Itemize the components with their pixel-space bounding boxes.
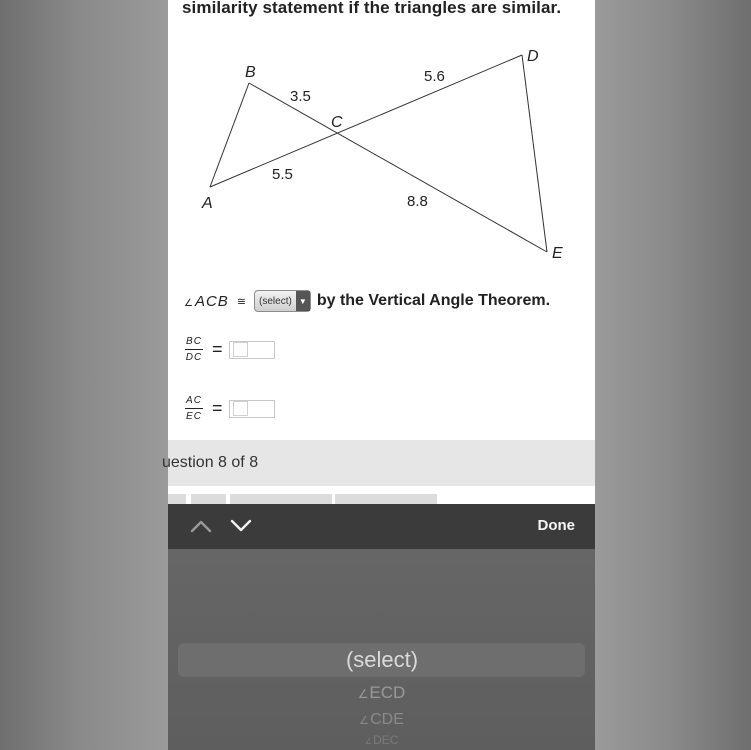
question-current: 8 <box>218 454 227 471</box>
input-placeholder-icon <box>233 342 248 357</box>
length-label-CE: 8.8 <box>407 193 428 210</box>
congruent-symbol: ≅ <box>236 295 247 308</box>
picker-option[interactable]: ∠CDE <box>359 711 404 728</box>
ratio-numerator: BC <box>185 336 203 350</box>
triangle-diagram <box>168 38 595 268</box>
picker-option[interactable]: ∠DEC <box>364 733 399 747</box>
angle-name: ACB <box>194 292 229 310</box>
picker-option[interactable]: (select) <box>345 647 419 672</box>
angle-expression <box>184 293 229 310</box>
question-prefix: uestion <box>162 454 219 471</box>
angle-congruence-row <box>184 288 550 314</box>
vertex-label-E: E <box>552 245 563 262</box>
vertex-label-D: D <box>527 48 539 65</box>
question-total: of 8 <box>226 454 259 471</box>
length-label-CD: 5.6 <box>424 68 445 85</box>
angle-symbol: ∠ <box>184 297 194 309</box>
equals-sign: = <box>212 339 223 359</box>
segment-AD <box>210 55 522 187</box>
ratio-denominator: DC <box>185 352 203 363</box>
ratio-fraction <box>184 336 204 363</box>
vertex-label-B: B <box>245 64 256 81</box>
ratio-fraction <box>184 395 204 422</box>
length-label-BC: 3.5 <box>290 88 311 105</box>
quiz-screen <box>162 0 595 750</box>
vertex-label-A: A <box>202 195 213 212</box>
ratio-denominator: EC <box>186 411 202 422</box>
chevron-up-icon <box>190 519 212 533</box>
done-button[interactable]: Done <box>537 517 575 534</box>
ratio-row-ac-ec <box>184 395 275 422</box>
ratio-numerator: AC <box>185 395 203 409</box>
question-progress-bar <box>162 440 595 486</box>
vertex-label-C: C <box>331 114 343 131</box>
length-label-AC: 5.5 <box>272 166 293 183</box>
segment-DE <box>522 55 547 252</box>
select-value: (select) <box>259 295 292 307</box>
picker-option[interactable]: ∠ECD <box>357 683 406 702</box>
angle-select-dropdown[interactable] <box>254 290 311 312</box>
segment-BE <box>249 83 547 252</box>
ratio-row-bc-dc <box>184 336 275 363</box>
question-counter <box>162 454 258 472</box>
ratio-answer-input-2[interactable] <box>229 400 275 418</box>
theorem-text: by the Vertical Angle Theorem. <box>316 292 551 309</box>
dropdown-arrow-icon: ▼ <box>296 291 310 311</box>
option-picker-wheel[interactable] <box>168 549 595 750</box>
ratio-answer-input-1[interactable] <box>229 341 275 359</box>
segment-AB <box>210 83 249 187</box>
input-placeholder-icon <box>233 401 248 416</box>
question-prompt: similarity statement if the triangles are similar. <box>182 0 562 17</box>
diagram-lines <box>210 55 547 252</box>
chevron-down-icon <box>230 519 252 533</box>
previous-field-button[interactable] <box>188 514 214 538</box>
equals-sign: = <box>212 398 223 418</box>
next-field-button[interactable] <box>228 514 254 538</box>
keyboard-toolbar <box>168 504 595 549</box>
